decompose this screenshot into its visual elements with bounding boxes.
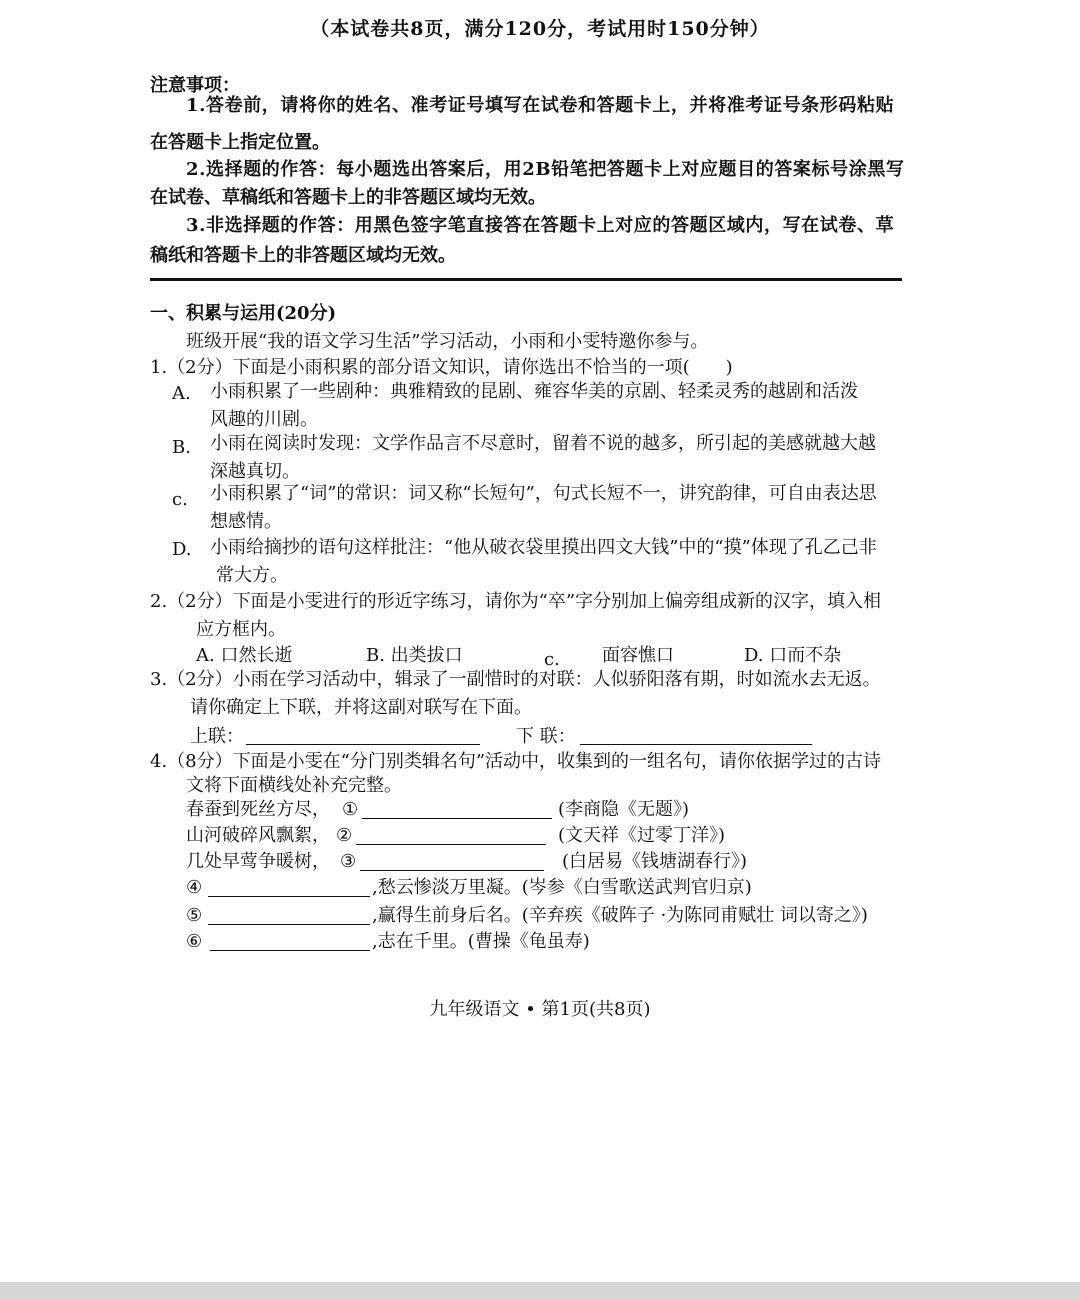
page-footer: 九年级语文 • 第1页(共8页) [429,999,651,1020]
option-d-text: 小雨给摘抄的语句这样批注：“他从破衣袋里摸出四文大钱”中的“摸”体现了孔乙己非 [210,537,877,558]
section-title: 一、积累与运用(20分) [150,303,337,324]
exam-header: （本试卷共8页，满分120分，考试用时150分钟） [310,18,770,40]
blank-number: ③ [340,851,357,872]
upper-couplet-label: 上联： [190,726,244,747]
option-label: c. [544,649,560,670]
question-2-stem: 2.（2分）下面是小雯进行的形近字练习，请你为“卒”字分别加上偏旁组成新的汉字，填入相 [150,591,882,612]
option-a-text: 小雨积累了一些剧种：典雅精致的昆剧、雍容华美的京剧、轻柔灵秀的越剧和活泼 [210,381,858,402]
blank-number: ④ [186,877,203,898]
poem-line: ,愁云惨淡万里凝。(岑参《白雪歌送武判官归京) [372,877,752,898]
option-label: D. [172,539,192,560]
answer-blank-5[interactable] [208,906,370,925]
option-a-text: 风趣的川剧。 [210,409,318,430]
option-b-text: 小雨在阅读时发现：文学作品言不尽意时，留着不说的越多，所引起的美感就越大越 [210,433,876,454]
notice-line: 稿纸和答题卡上的非答题区域均无效。 [150,245,456,266]
option-d-text: 常大方。 [216,565,288,586]
upper-couplet-blank[interactable] [246,726,480,745]
option-b-text: B. 出类拔口 [366,645,463,666]
option-label: B. [172,437,191,458]
blank-number: ⑤ [186,905,203,926]
section-divider [150,278,902,281]
answer-blank-1[interactable] [362,800,552,819]
notice-line: 1.答卷前，请将你的姓名、准考证号填写在试卷和答题卡上，并将准考证号条形码粘贴 [186,95,895,116]
notice-line: 3.非选择题的作答：用黑色签字笔直接答在答题卡上对应的答题区域内，写在试卷、草 [186,215,895,236]
poem-line: ,志在千里。(曹操《龟虽寿) [372,931,590,952]
option-c-text: 面容憔口 [602,645,674,666]
notice-line: 在试卷、草稿纸和答题卡上的非答题区域均无效。 [150,187,546,208]
question-1-stem: 1.（2分）下面是小雨积累的部分语文知识，请你选出不恰当的一项( ) [150,357,733,378]
section-intro: 班级开展“我的语文学习生活”学习活动，小雨和小雯特邀你参与。 [186,331,709,352]
answer-blank-4[interactable] [208,878,370,897]
blank-number: ⑥ [186,931,203,952]
poem-source: (文天祥《过零丁洋》) [558,825,726,846]
notice-line: 2.选择题的作答：每小题选出答案后，用2B铅笔把答题卡上对应题目的答案标号涂黑写 [186,159,905,180]
option-c-text: 小雨积累了“词”的常识：词又称“长短句”，句式长短不一，讲究韵律，可自由表达思 [210,483,877,504]
option-c-text: 想感情。 [210,511,282,532]
bottom-scrollbar[interactable] [0,1282,1080,1300]
notice-line: 在答题卡上指定位置。 [150,132,330,153]
lower-couplet-label: 下 联： [516,726,576,747]
blank-number: ① [342,799,359,820]
answer-blank-2[interactable] [356,826,546,845]
question-4-stem: 文将下面横线处补充完整。 [186,775,402,796]
poem-line: 春蚕到死丝方尽， [186,799,330,820]
question-3-stem: 3.（2分）小雨在学习活动中，辑录了一副惜时的对联：人似骄阳落有期，时如流水去无返。 [150,669,881,690]
question-4-stem: 4.（8分）下面是小雯在“分门别类辑名句”活动中，收集到的一组名句，请你依据学过的古诗 [150,751,882,772]
option-label: A. [172,383,191,404]
question-2-stem: 应方框内。 [196,619,286,640]
poem-line: 几处早莺争暖树， [186,851,330,872]
poem-line: 山河破碎风飘絮， [186,825,330,846]
lower-couplet-blank[interactable] [580,726,812,745]
poem-source: (白居易《钱塘湖春行》) [562,851,748,872]
option-d-text: D. 口而不杂 [744,645,842,666]
poem-source: (李商隐《无题》) [558,799,690,820]
option-label: c. [172,489,188,510]
notice-title: 注意事项： [150,75,240,96]
blank-number: ② [336,825,353,846]
option-a-text: A. 口然长逝 [196,645,293,666]
option-b-text: 深越真切。 [210,461,300,482]
answer-blank-3[interactable] [360,852,544,871]
answer-blank-6[interactable] [210,932,370,951]
question-3-stem: 请你确定上下联，并将这副对联写在下面。 [190,697,532,718]
poem-line: ,赢得生前身后名。(辛弃疾《破阵子 ·为陈同甫赋壮 词以寄之》) [372,905,868,926]
